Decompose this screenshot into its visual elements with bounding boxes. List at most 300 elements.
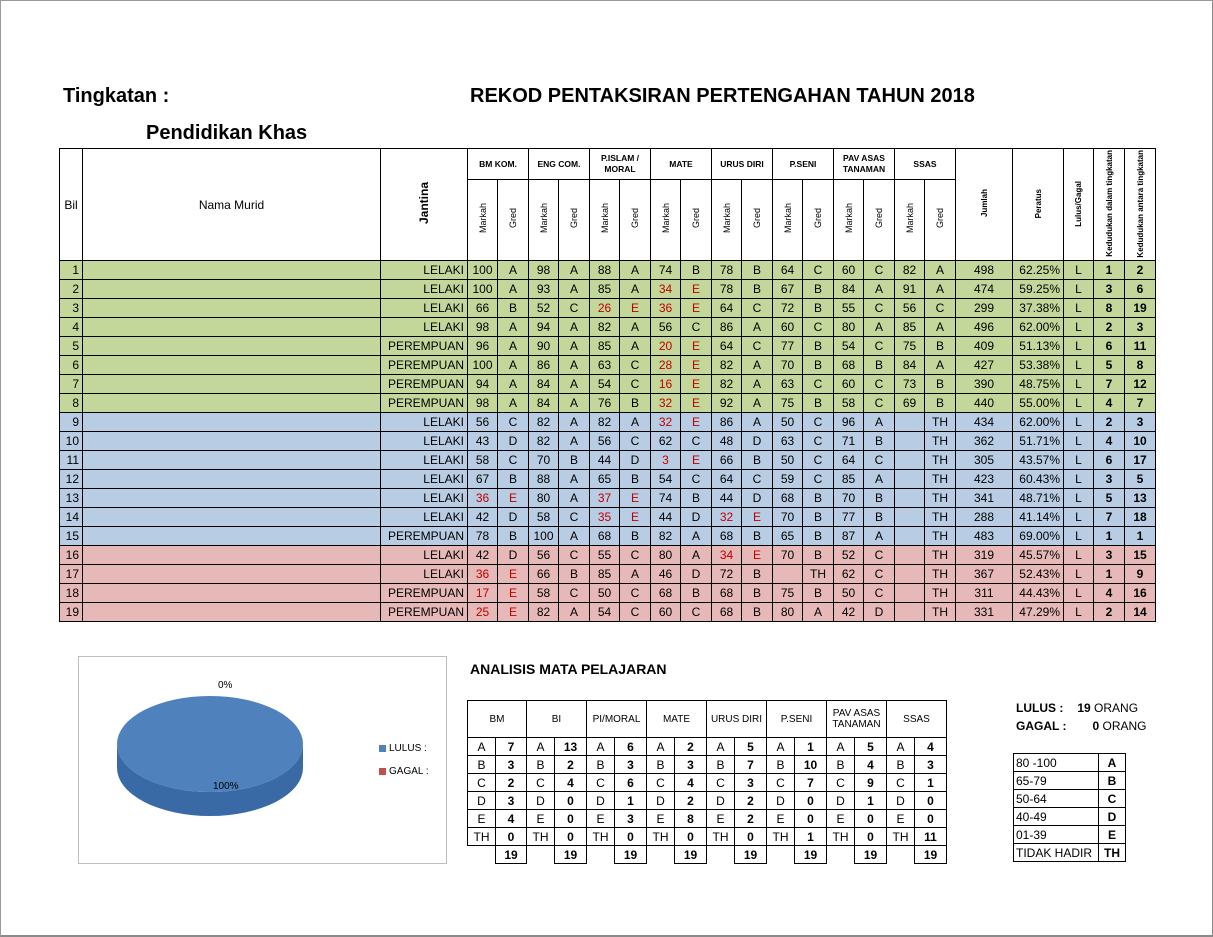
analysis-grade: D	[587, 792, 615, 810]
gred-header: Gred	[681, 180, 712, 261]
analysis-grade: B	[827, 756, 855, 774]
cell-gred: E	[681, 394, 712, 413]
cell-gred: C	[742, 337, 773, 356]
row-jantina: LELAKI	[381, 432, 468, 451]
cell-markah: 68	[651, 584, 681, 603]
row-kedudukan-dalam: 4	[1094, 584, 1125, 603]
cell-markah: 56	[468, 413, 498, 432]
analysis-grade: C	[647, 774, 675, 792]
analysis-count: 4	[555, 774, 587, 792]
row-nama	[83, 489, 381, 508]
row-lulus-gagal: L	[1064, 584, 1094, 603]
cell-gred: A	[559, 337, 590, 356]
analysis-grade: TH	[647, 828, 675, 846]
row-jantina: LELAKI	[381, 546, 468, 565]
cell-gred: B	[742, 603, 773, 622]
row-bil: 2	[60, 280, 83, 299]
gred-header: Gred	[925, 180, 956, 261]
analysis-grade: E	[767, 810, 795, 828]
row-peratus: 43.57%	[1013, 451, 1064, 470]
cell-markah: 20	[651, 337, 681, 356]
analysis-count: 3	[675, 756, 707, 774]
analysis-count: 0	[795, 792, 827, 810]
row-kedudukan-dalam: 2	[1094, 413, 1125, 432]
analysis-count: 0	[735, 828, 767, 846]
analysis-grade: TH	[887, 828, 915, 846]
cell-markah: 78	[712, 280, 742, 299]
cell-gred: C	[864, 565, 895, 584]
cell-markah: 60	[651, 603, 681, 622]
analysis-grade: A	[827, 738, 855, 756]
cell-gred: E	[498, 584, 529, 603]
analysis-row	[468, 738, 947, 756]
cell-gred: C	[620, 356, 651, 375]
row-kedudukan-dalam: 2	[1094, 603, 1125, 622]
cell-gred: TH	[925, 489, 956, 508]
analysis-count: 6	[615, 774, 647, 792]
col-jumlah: Jumlah	[956, 149, 1013, 261]
analysis-count: 0	[615, 828, 647, 846]
analysis-count: 4	[915, 738, 947, 756]
cell-markah: 54	[651, 470, 681, 489]
cell-markah: 52	[834, 546, 864, 565]
cell-markah: 100	[529, 527, 559, 546]
cell-markah: 85	[590, 337, 620, 356]
analysis-grade: E	[827, 810, 855, 828]
cell-gred: B	[681, 584, 712, 603]
cell-gred: A	[559, 280, 590, 299]
cell-markah: 74	[651, 489, 681, 508]
analysis-count: 2	[675, 738, 707, 756]
row-peratus: 48.71%	[1013, 489, 1064, 508]
cell-markah: 56	[590, 432, 620, 451]
cell-gred: B	[742, 451, 773, 470]
cell-markah: 26	[590, 299, 620, 318]
analysis-count: 5	[735, 738, 767, 756]
row-lulus-gagal: L	[1064, 318, 1094, 337]
row-jumlah: 483	[956, 527, 1013, 546]
analysis-grade: TH	[707, 828, 735, 846]
cell-markah: 17	[468, 584, 498, 603]
cell-markah: 72	[712, 565, 742, 584]
cell-gred: TH	[925, 413, 956, 432]
gred-header: Gred	[803, 180, 834, 261]
cell-gred: D	[498, 508, 529, 527]
cell-gred: B	[681, 261, 712, 280]
row-peratus: 53.38%	[1013, 356, 1064, 375]
row-jantina: LELAKI	[381, 413, 468, 432]
row-lulus-gagal: L	[1064, 375, 1094, 394]
cell-gred: B	[681, 489, 712, 508]
table-row	[60, 451, 1156, 470]
row-peratus: 47.29%	[1013, 603, 1064, 622]
analysis-grade: B	[468, 756, 496, 774]
cell-gred: C	[620, 584, 651, 603]
pie-label-gagal: 0%	[218, 680, 233, 691]
table-row	[60, 318, 1156, 337]
cell-markah: 58	[468, 451, 498, 470]
gred-header: Gred	[559, 180, 590, 261]
analysis-total: 19	[555, 846, 587, 864]
subject-header: P.ISLAM / MORAL	[590, 149, 651, 180]
table-row	[60, 508, 1156, 527]
cell-markah: 64	[773, 261, 803, 280]
row-nama	[83, 280, 381, 299]
table-row	[60, 261, 1156, 280]
cell-gred: A	[498, 261, 529, 280]
cell-gred: B	[498, 527, 529, 546]
cell-markah: 85	[895, 318, 925, 337]
gred-header: Gred	[620, 180, 651, 261]
cell-gred: A	[559, 375, 590, 394]
analysis-count: 0	[675, 828, 707, 846]
grade-range: 40-49	[1014, 808, 1099, 826]
row-jantina: PEREMPUAN	[381, 584, 468, 603]
analysis-grade: TH	[468, 828, 496, 846]
row-nama	[83, 299, 381, 318]
cell-gred: B	[742, 584, 773, 603]
cell-gred: A	[498, 337, 529, 356]
table-row	[60, 432, 1156, 451]
row-nama	[83, 584, 381, 603]
row-nama	[83, 546, 381, 565]
cell-markah: 70	[834, 489, 864, 508]
analysis-count: 3	[496, 756, 527, 774]
cell-markah: 92	[712, 394, 742, 413]
cell-markah: 3	[651, 451, 681, 470]
table-row	[60, 375, 1156, 394]
cell-markah: 75	[773, 584, 803, 603]
row-kedudukan-antara: 3	[1125, 413, 1156, 432]
row-bil: 15	[60, 527, 83, 546]
cell-gred: A	[620, 318, 651, 337]
row-bil: 18	[60, 584, 83, 603]
analysis-grade: E	[887, 810, 915, 828]
row-bil: 10	[60, 432, 83, 451]
cell-gred: D	[681, 565, 712, 584]
row-kedudukan-dalam: 6	[1094, 451, 1125, 470]
cell-markah: 54	[834, 337, 864, 356]
cell-markah	[895, 451, 925, 470]
col-peratus: Peratus	[1013, 149, 1064, 261]
analysis-count: 3	[915, 756, 947, 774]
row-nama	[83, 603, 381, 622]
analysis-grade: E	[587, 810, 615, 828]
cell-gred: E	[681, 356, 712, 375]
cell-markah: 25	[468, 603, 498, 622]
row-lulus-gagal: L	[1064, 432, 1094, 451]
table-row	[60, 489, 1156, 508]
row-nama	[83, 451, 381, 470]
cell-markah: 91	[895, 280, 925, 299]
subject-header: SSAS	[895, 149, 956, 180]
row-bil: 4	[60, 318, 83, 337]
cell-gred: E	[620, 508, 651, 527]
row-jantina: LELAKI	[381, 280, 468, 299]
row-bil: 9	[60, 413, 83, 432]
cell-gred: C	[864, 546, 895, 565]
row-lulus-gagal: L	[1064, 451, 1094, 470]
row-jantina: LELAKI	[381, 565, 468, 584]
row-kedudukan-antara: 15	[1125, 546, 1156, 565]
analysis-count: 3	[735, 774, 767, 792]
analysis-grade: C	[887, 774, 915, 792]
cell-gred: A	[742, 394, 773, 413]
cell-gred: B	[742, 261, 773, 280]
cell-gred: A	[742, 318, 773, 337]
cell-gred: A	[559, 413, 590, 432]
cell-markah: 68	[834, 356, 864, 375]
analysis-grade: A	[468, 738, 496, 756]
analysis-subject: P.SENI	[767, 701, 827, 738]
cell-markah: 44	[712, 489, 742, 508]
grade-letter: TH	[1099, 844, 1126, 862]
cell-markah: 73	[895, 375, 925, 394]
row-kedudukan-dalam: 7	[1094, 508, 1125, 527]
row-jantina: LELAKI	[381, 489, 468, 508]
cell-gred: D	[620, 451, 651, 470]
analysis-count: 0	[795, 810, 827, 828]
analysis-spacer	[468, 846, 496, 864]
cell-gred: C	[864, 337, 895, 356]
cell-gred: B	[559, 565, 590, 584]
row-kedudukan-dalam: 5	[1094, 356, 1125, 375]
row-jumlah: 305	[956, 451, 1013, 470]
analysis-grade: B	[527, 756, 555, 774]
analysis-total: 19	[615, 846, 647, 864]
cell-gred: A	[498, 280, 529, 299]
cell-markah: 77	[773, 337, 803, 356]
row-kedudukan-dalam: 7	[1094, 375, 1125, 394]
row-jantina: LELAKI	[381, 261, 468, 280]
cell-markah: 82	[590, 413, 620, 432]
cell-gred: B	[803, 489, 834, 508]
row-nama	[83, 356, 381, 375]
analysis-count: 7	[795, 774, 827, 792]
analysis-grade: TH	[527, 828, 555, 846]
cell-gred: B	[498, 299, 529, 318]
table-row	[60, 413, 1156, 432]
row-kedudukan-dalam: 2	[1094, 318, 1125, 337]
row-jumlah: 474	[956, 280, 1013, 299]
legend-lulus: LULUS :	[379, 743, 427, 754]
analysis-count: 0	[555, 792, 587, 810]
row-jumlah: 440	[956, 394, 1013, 413]
cell-markah: 42	[468, 508, 498, 527]
row-kedudukan-antara: 11	[1125, 337, 1156, 356]
analysis-grade: A	[527, 738, 555, 756]
grade-scale-row	[1014, 808, 1126, 826]
cell-gred: C	[559, 546, 590, 565]
cell-markah: 64	[712, 299, 742, 318]
cell-markah: 82	[895, 261, 925, 280]
analysis-total: 19	[735, 846, 767, 864]
row-jumlah: 341	[956, 489, 1013, 508]
cell-gred: E	[620, 299, 651, 318]
analysis-count: 6	[615, 738, 647, 756]
cell-gred: C	[803, 413, 834, 432]
row-kedudukan-dalam: 5	[1094, 489, 1125, 508]
analysis-count: 10	[795, 756, 827, 774]
analysis-total-row	[468, 846, 947, 864]
cell-gred: E	[498, 565, 529, 584]
row-bil: 6	[60, 356, 83, 375]
analysis-count: 0	[855, 828, 887, 846]
row-kedudukan-dalam: 4	[1094, 432, 1125, 451]
cell-markah: 100	[468, 356, 498, 375]
row-peratus: 45.57%	[1013, 546, 1064, 565]
cell-gred: B	[925, 394, 956, 413]
analysis-grade: A	[887, 738, 915, 756]
row-bil: 3	[60, 299, 83, 318]
row-peratus: 69.00%	[1013, 527, 1064, 546]
cell-gred: A	[681, 527, 712, 546]
grade-range: TIDAK HADIR	[1014, 844, 1099, 862]
cell-markah: 88	[529, 470, 559, 489]
row-peratus: 60.43%	[1013, 470, 1064, 489]
row-kedudukan-dalam: 1	[1094, 565, 1125, 584]
row-kedudukan-dalam: 3	[1094, 546, 1125, 565]
markah-header: Markah	[834, 180, 864, 261]
analysis-grade: C	[767, 774, 795, 792]
cell-markah: 54	[590, 375, 620, 394]
cell-gred: B	[803, 356, 834, 375]
cell-markah: 100	[468, 261, 498, 280]
cell-gred: C	[681, 470, 712, 489]
analysis-total: 19	[915, 846, 947, 864]
cell-markah: 78	[468, 527, 498, 546]
row-jumlah: 299	[956, 299, 1013, 318]
row-jantina: LELAKI	[381, 318, 468, 337]
row-bil: 1	[60, 261, 83, 280]
analysis-count: 2	[735, 792, 767, 810]
analysis-count: 4	[855, 756, 887, 774]
analysis-count: 1	[915, 774, 947, 792]
cell-markah: 63	[773, 432, 803, 451]
cell-gred: C	[864, 394, 895, 413]
cell-gred: TH	[925, 603, 956, 622]
row-bil: 8	[60, 394, 83, 413]
gagal-summary: GAGAL : 0 ORANG	[1016, 719, 1147, 733]
cell-markah: 63	[773, 375, 803, 394]
row-kedudukan-antara: 13	[1125, 489, 1156, 508]
cell-gred: B	[803, 508, 834, 527]
cell-markah	[895, 432, 925, 451]
analysis-count: 0	[915, 810, 947, 828]
table-row	[60, 299, 1156, 318]
row-nama	[83, 318, 381, 337]
analysis-subject: BM	[468, 701, 527, 738]
cell-gred: A	[681, 546, 712, 565]
cell-gred: A	[925, 261, 956, 280]
student-record-table	[59, 148, 1156, 622]
analysis-grade: B	[587, 756, 615, 774]
analysis-grade: A	[647, 738, 675, 756]
cell-gred: C	[498, 451, 529, 470]
analysis-header-row	[468, 701, 947, 738]
cell-markah: 34	[651, 280, 681, 299]
cell-markah: 94	[468, 375, 498, 394]
cell-gred: A	[742, 356, 773, 375]
cell-markah: 28	[651, 356, 681, 375]
gred-header: Gred	[864, 180, 895, 261]
row-kedudukan-dalam: 1	[1094, 527, 1125, 546]
cell-markah	[895, 489, 925, 508]
cell-gred: A	[925, 280, 956, 299]
row-jumlah: 288	[956, 508, 1013, 527]
analysis-spacer	[707, 846, 735, 864]
cell-gred: C	[864, 299, 895, 318]
table-row	[60, 356, 1156, 375]
cell-gred: E	[681, 280, 712, 299]
cell-markah: 50	[834, 584, 864, 603]
grade-letter: D	[1099, 808, 1126, 826]
cell-gred: B	[742, 280, 773, 299]
row-peratus: 55.00%	[1013, 394, 1064, 413]
cell-markah: 86	[529, 356, 559, 375]
subject-header: MATE	[651, 149, 712, 180]
row-kedudukan-antara: 9	[1125, 565, 1156, 584]
cell-markah: 64	[712, 470, 742, 489]
cell-gred: A	[498, 318, 529, 337]
row-nama	[83, 470, 381, 489]
row-peratus: 37.38%	[1013, 299, 1064, 318]
cell-markah	[895, 546, 925, 565]
cell-markah: 35	[590, 508, 620, 527]
row-kedudukan-antara: 17	[1125, 451, 1156, 470]
cell-gred: E	[498, 603, 529, 622]
cell-markah: 42	[468, 546, 498, 565]
cell-markah: 70	[529, 451, 559, 470]
row-jantina: PEREMPUAN	[381, 356, 468, 375]
cell-markah: 68	[590, 527, 620, 546]
analysis-count: 3	[615, 810, 647, 828]
cell-gred: TH	[925, 432, 956, 451]
markah-header: Markah	[651, 180, 681, 261]
cell-markah: 96	[468, 337, 498, 356]
analysis-row	[468, 810, 947, 828]
analysis-grade: D	[827, 792, 855, 810]
analysis-spacer	[647, 846, 675, 864]
cell-markah: 67	[773, 280, 803, 299]
row-kedudukan-dalam: 6	[1094, 337, 1125, 356]
cell-gred: C	[864, 375, 895, 394]
cell-gred: C	[864, 451, 895, 470]
analysis-spacer	[887, 846, 915, 864]
row-peratus: 51.71%	[1013, 432, 1064, 451]
row-nama	[83, 375, 381, 394]
analysis-count: 2	[735, 810, 767, 828]
table-row	[60, 280, 1156, 299]
cell-gred: C	[864, 261, 895, 280]
analysis-grade: D	[647, 792, 675, 810]
row-jumlah: 498	[956, 261, 1013, 280]
cell-gred: A	[498, 356, 529, 375]
cell-gred: B	[742, 565, 773, 584]
analysis-count: 0	[855, 810, 887, 828]
analysis-grade: TH	[767, 828, 795, 846]
cell-markah: 77	[834, 508, 864, 527]
cell-markah: 80	[834, 318, 864, 337]
row-peratus: 52.43%	[1013, 565, 1064, 584]
row-jantina: PEREMPUAN	[381, 527, 468, 546]
analysis-grade: E	[527, 810, 555, 828]
col-jantina: Jantina	[381, 149, 468, 261]
subject-header: ENG COM.	[529, 149, 590, 180]
cell-markah: 78	[712, 261, 742, 280]
cell-gred: C	[620, 603, 651, 622]
cell-markah: 60	[834, 261, 864, 280]
